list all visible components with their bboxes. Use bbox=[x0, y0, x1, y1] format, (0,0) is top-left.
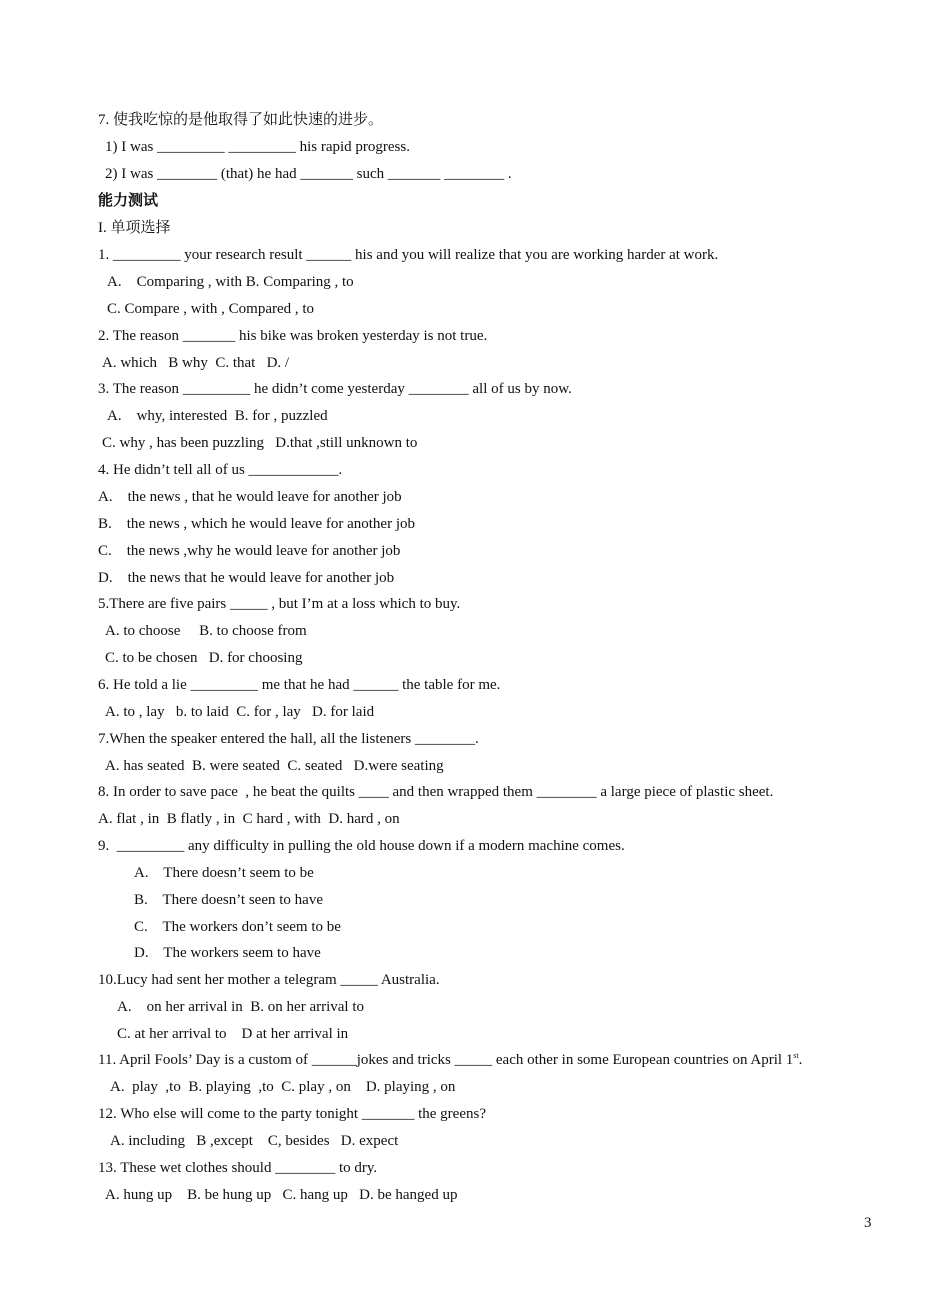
line-text: 12. Who else will come to the party tonight _______ the greens? bbox=[98, 1106, 486, 1122]
line-text: 2. The reason _______ his bike was broken yesterday is not true. bbox=[98, 328, 488, 344]
text-line bbox=[98, 728, 479, 750]
line-text: 10.Lucy had sent her mother a telegram _____ Australia. bbox=[98, 972, 440, 988]
text-line bbox=[98, 835, 625, 857]
line-text: A. why, interested B. for , puzzled bbox=[107, 408, 328, 424]
text-line bbox=[134, 916, 341, 938]
text-line bbox=[105, 163, 512, 185]
line-text: I. 单项选择 bbox=[98, 220, 171, 236]
text-line bbox=[98, 808, 400, 830]
line-text: A. play ,to B. playing ,to C. play , on D. playing , on bbox=[110, 1079, 456, 1095]
line-text: A. There doesn’t seem to be bbox=[134, 865, 314, 881]
line-text: B. There doesn’t seen to have bbox=[134, 892, 323, 908]
line-text: B. the news , which he would leave for another job bbox=[98, 516, 415, 532]
text-line bbox=[107, 405, 328, 427]
line-text: A. to , lay b. to laid C. for , lay D. for laid bbox=[105, 704, 375, 720]
text-line bbox=[98, 486, 402, 508]
line-text: A. flat , in B flatly , in C hard , with D. hard , on bbox=[98, 811, 400, 827]
text-line bbox=[117, 996, 364, 1018]
line-text: A. hung up B. be hung up C. hang up D. be hanged up bbox=[105, 1187, 458, 1203]
line-text: 1. _________ your research result ______ his and you will realize that you are working harder at work. bbox=[98, 247, 719, 263]
text-line bbox=[98, 1049, 802, 1071]
text-line bbox=[98, 513, 415, 535]
line-text: 7. 使我吃惊的是他取得了如此快速的进步。 bbox=[98, 112, 384, 128]
line-text: C. Compare , with , Compared , to bbox=[107, 301, 315, 317]
text-line bbox=[102, 432, 417, 454]
trailing-text: . bbox=[798, 1052, 803, 1068]
text-line bbox=[98, 969, 440, 991]
text-line bbox=[98, 325, 487, 347]
line-text: C. the news ,why he would leave for another job bbox=[98, 543, 401, 559]
text-line bbox=[105, 701, 374, 723]
text-line bbox=[105, 755, 444, 777]
page-number: 3 bbox=[864, 1215, 872, 1231]
text-line bbox=[98, 1157, 377, 1179]
line-text: 11. April Fools’ Day is a custom of ______jokes and tricks _____ each other in some European countries on April 1 bbox=[98, 1052, 794, 1068]
line-text: A. has seated B. were seated C. seated D.were seating bbox=[105, 758, 444, 774]
line-text: C. to be chosen D. for choosing bbox=[105, 650, 303, 666]
text-line bbox=[105, 1184, 457, 1206]
line-text: C. at her arrival to D at her arrival in bbox=[117, 1026, 349, 1042]
text-line bbox=[98, 540, 400, 562]
text-line bbox=[134, 889, 323, 911]
line-text: A. on her arrival in B. on her arrival to bbox=[117, 999, 365, 1015]
line-text: A. Comparing , with B. Comparing , to bbox=[107, 274, 354, 290]
line-text: 9. _________ any difficulty in pulling the old house down if a modern machine comes. bbox=[98, 838, 625, 854]
text-line bbox=[98, 378, 572, 400]
text-line bbox=[98, 674, 500, 696]
text-line bbox=[98, 1103, 486, 1125]
line-text: 2) I was ________ (that) he had _______ such _______ ________ . bbox=[105, 166, 512, 182]
line-text: C. The workers don’t seem to be bbox=[134, 919, 341, 935]
line-text: 13. These wet clothes should ________ to dry. bbox=[98, 1160, 378, 1176]
line-text: 5.There are five pairs _____ , but I’m at a loss which to buy. bbox=[98, 596, 461, 612]
line-text: 能力测试 bbox=[98, 193, 159, 209]
line-text: 1) I was _________ _________ his rapid progress. bbox=[105, 139, 410, 155]
line-text: C. why , has been puzzling D.that ,still unknown to bbox=[102, 435, 418, 451]
text-line bbox=[134, 942, 321, 964]
line-text: A. to choose B. to choose from bbox=[105, 623, 307, 639]
text-line bbox=[110, 1130, 398, 1152]
text-line bbox=[98, 781, 773, 803]
text-line bbox=[105, 647, 302, 669]
line-text: A. the news , that he would leave for another job bbox=[98, 489, 402, 505]
text-line bbox=[117, 1023, 348, 1045]
text-line bbox=[98, 459, 342, 481]
text-line bbox=[98, 567, 394, 589]
line-text: 3. The reason _________ he didn’t come yesterday ________ all of us by now. bbox=[98, 381, 572, 397]
text-line bbox=[98, 244, 718, 266]
line-text: 7.When the speaker entered the hall, all the listeners ________. bbox=[98, 731, 479, 747]
line-text: 8. In order to save pace , he beat the quilts ____ and then wrapped them ________ a large piece of plastic sheet. bbox=[98, 784, 774, 800]
text-line bbox=[98, 593, 460, 615]
text-line bbox=[102, 352, 289, 374]
text-line bbox=[98, 217, 171, 239]
text-line bbox=[134, 862, 314, 884]
section-heading bbox=[98, 190, 158, 212]
superscript: st bbox=[793, 1051, 799, 1060]
text-line bbox=[107, 271, 354, 293]
line-text: 6. He told a lie _________ me that he had ______ the table for me. bbox=[98, 677, 501, 693]
line-text: D. the news that he would leave for another job bbox=[98, 570, 395, 586]
line-text: D. The workers seem to have bbox=[134, 945, 321, 961]
text-line bbox=[105, 620, 307, 642]
text-line bbox=[105, 136, 410, 158]
line-text: A. which B why C. that D. / bbox=[102, 355, 290, 371]
line-text: A. including B ,except C, besides D. expect bbox=[110, 1133, 399, 1149]
text-line bbox=[110, 1076, 455, 1098]
text-line bbox=[107, 298, 314, 320]
text-line bbox=[98, 109, 383, 131]
line-text: 4. He didn’t tell all of us ____________. bbox=[98, 462, 343, 478]
